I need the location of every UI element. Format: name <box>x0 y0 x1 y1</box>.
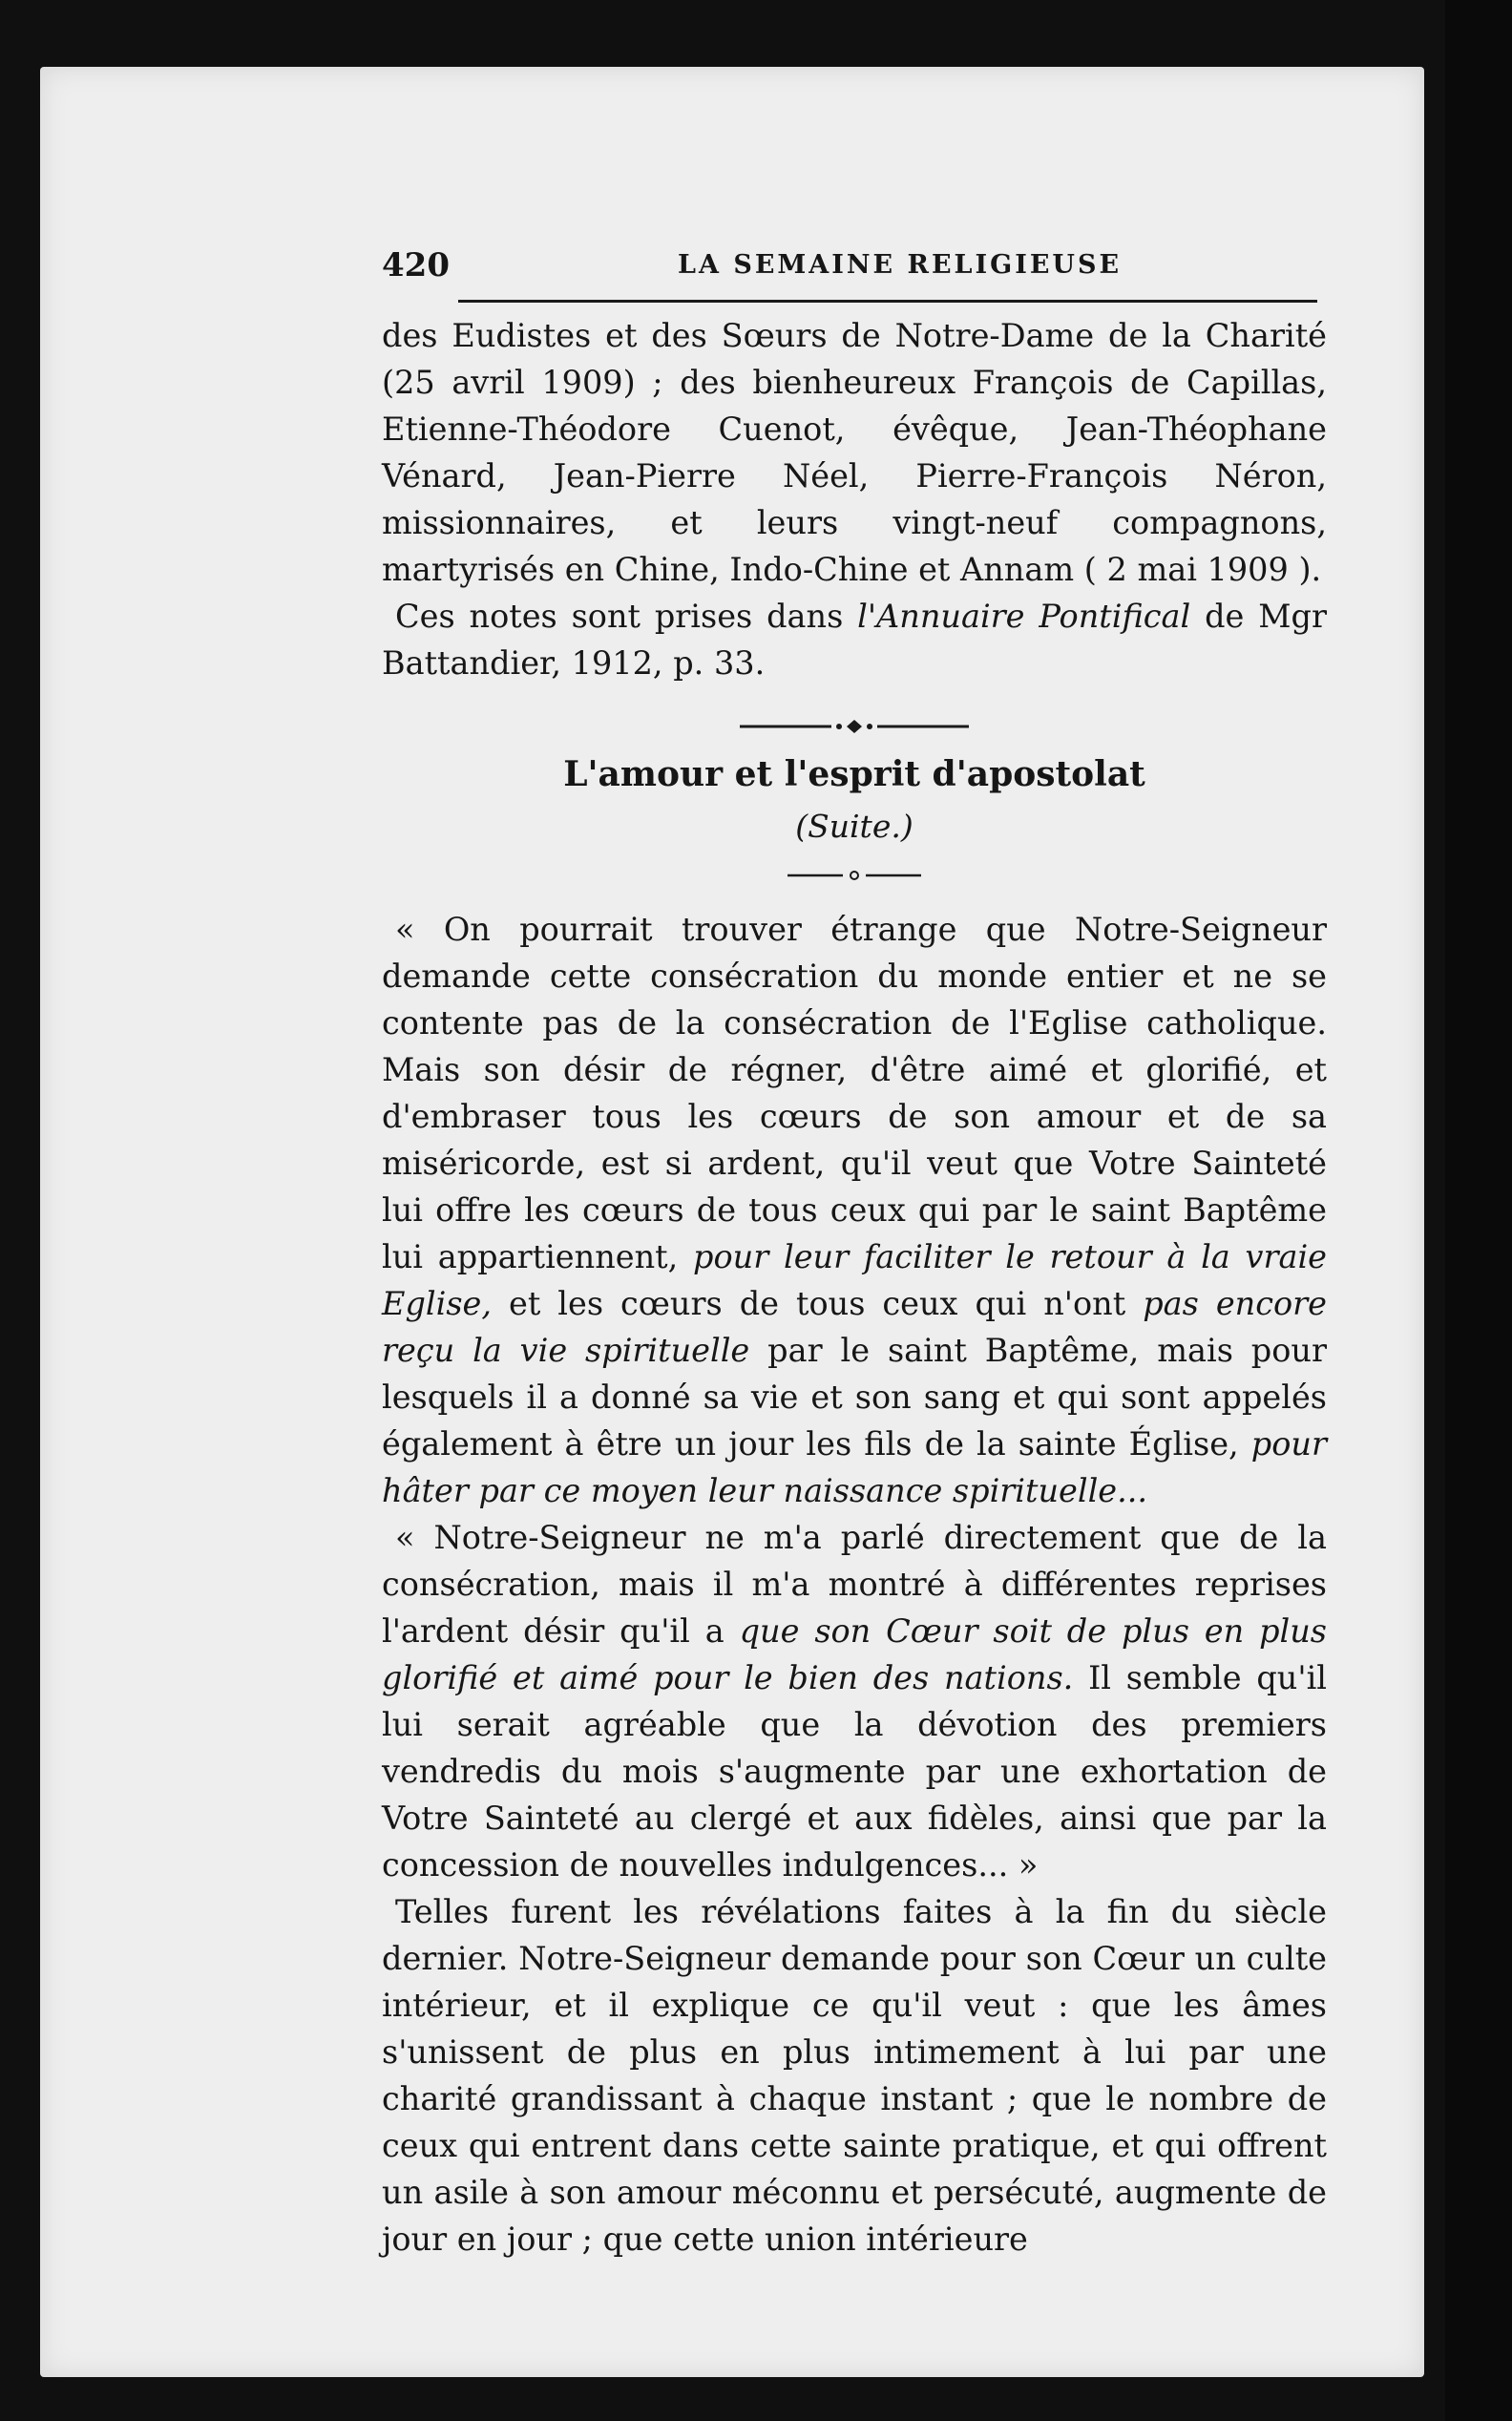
p1-text-3: par le saint Baptême, mais pour lesquels il a donné sa vie et son sang et qui sont appelés également à être un jour les fils de la sainte Église, <box>382 1332 1327 1463</box>
p2-text-2: Il semble qu'il lui serait agréable que la dévotion des premiers vendredis du mois s'augmente par une exhortation de Votre Sainteté au clergé et aux fidèles, ainsi que par la concession de nouvelles indulgences... » <box>382 1659 1327 1884</box>
notes-italic: l'Annuaire Pontifical <box>857 598 1191 635</box>
header-rule <box>458 300 1317 303</box>
body-paragraph-2 <box>382 1514 1327 1888</box>
body-paragraph-1 <box>382 906 1327 1514</box>
notes-paragraph <box>382 593 1327 686</box>
p1-text-1: « On pourrait trouver étrange que Notre-Seigneur demande cette consécration du monde entier et ne se contente pas de la consécration de l'Eglise catholique. Mais son désir de régner, d'être aimé et glorifié, et d'embraser tous les cœurs de son amour et de sa miséricorde, est si ardent, qu'il veut que Votre Sainteté lui offre les cœurs de tous ceux qui par le saint Baptême lui appartiennent, <box>382 911 1327 1275</box>
intro-paragraph: des Eudistes et des Sœurs de Notre-Dame de la Charité (25 avril 1909) ; des bienheureux François de Capillas, Etienne-Théodore Cuenot, évêque, Jean-Théophane Vénard, Jean-Pierre Néel, Pierre-François Néron, missionnaires, et leurs vingt-neuf compagnons, martyrisés en Chine, Indo-Chine et Annam ( 2 mai 1909 ). <box>382 317 1327 588</box>
article-title: L'amour et l'esprit d'apostolat <box>563 754 1145 794</box>
notes-text-before: Ces notes sont prises dans <box>395 598 858 635</box>
ornament-divider <box>382 717 1327 736</box>
notes-text-after: de Mgr Battandier, 1912, p. 33. <box>382 598 1327 682</box>
p1-italic-3: pour hâter par ce moyen leur naissance spirituelle... <box>382 1425 1327 1509</box>
small-separator-icon <box>788 864 921 883</box>
text-block <box>382 246 1327 2263</box>
journal-title: LA SEMAINE RELIGIEUSE <box>678 250 1123 280</box>
page-number: 420 <box>382 246 450 284</box>
p1-text-2: et les cœurs de tous ceux qui n'ont <box>492 1285 1144 1322</box>
ornament-divider-icon <box>740 717 969 736</box>
p2-text-1: « Notre-Seigneur ne m'a parlé directement que de la consécration, mais il m'a montré à différentes reprises l'ardent désir qu'il a <box>382 1519 1327 1650</box>
body-paragraph-3: Telles furent les révélations faites à la fin du siècle dernier. Notre-Seigneur demande pour son Cœur un culte intérieur, et il explique ce qu'il veut : que les âmes s'unissent de plus en plus intimement à lui par une charité grandissant à chaque instant ; que le nombre de ceux qui entrent dans cette sainte pratique, et qui offrent un asile à son amour méconnu et persécuté, augmente de jour en jour ; que cette union intérieure <box>382 1893 1327 2258</box>
p1-italic-1: pour leur faciliter le retour à la vraie Eglise, <box>382 1238 1327 1322</box>
p2-italic-1: que son Cœur soit de plus en plus glorifié et aimé pour le bien des nations. <box>382 1612 1327 1696</box>
p1-italic-2: pas encore reçu la vie spirituelle <box>382 1285 1327 1369</box>
article-subtitle: (Suite.) <box>795 808 914 845</box>
binding-edge <box>1445 0 1512 2421</box>
running-head <box>382 246 1327 296</box>
small-separator <box>382 864 1327 883</box>
